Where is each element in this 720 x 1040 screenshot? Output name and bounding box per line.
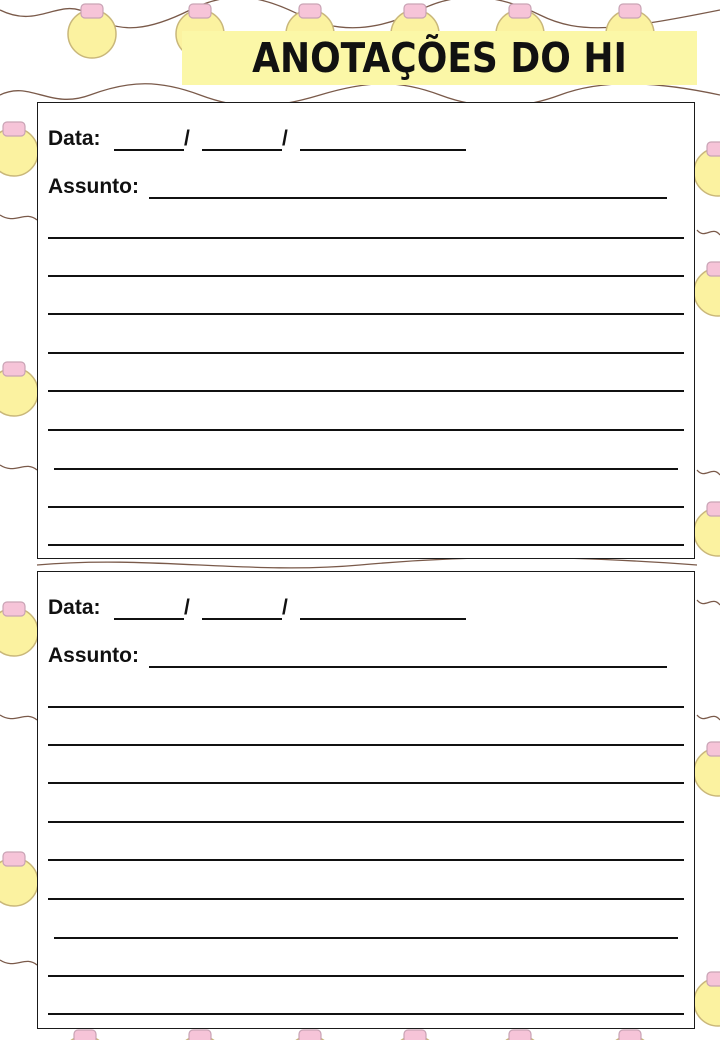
date-year-line[interactable]	[300, 618, 466, 620]
note-line[interactable]	[48, 275, 684, 277]
note-line[interactable]	[48, 429, 684, 431]
note-line[interactable]	[48, 782, 684, 784]
note-line[interactable]	[48, 237, 684, 239]
note-line[interactable]	[54, 468, 678, 470]
note-line[interactable]	[48, 706, 684, 708]
page-title: ANOTAÇÕES DO HI	[252, 34, 627, 82]
date-label: Data:	[48, 596, 101, 619]
note-line[interactable]	[48, 313, 684, 315]
note-line[interactable]	[48, 821, 684, 823]
note-line[interactable]	[54, 937, 678, 939]
subject-line[interactable]	[149, 197, 667, 199]
note-line[interactable]	[48, 898, 684, 900]
date-separator: /	[184, 596, 190, 619]
notes-card-2	[37, 571, 695, 1029]
notes-card-1	[37, 102, 695, 559]
date-separator: /	[282, 596, 288, 619]
note-line[interactable]	[48, 544, 684, 546]
date-day-line[interactable]	[114, 618, 184, 620]
note-line[interactable]	[48, 390, 684, 392]
note-line[interactable]	[48, 975, 684, 977]
date-month-line[interactable]	[202, 149, 282, 151]
note-line[interactable]	[48, 506, 684, 508]
note-line[interactable]	[48, 1013, 684, 1015]
subject-label: Assunto:	[48, 644, 139, 667]
date-month-line[interactable]	[202, 618, 282, 620]
date-year-line[interactable]	[300, 149, 466, 151]
date-day-line[interactable]	[114, 149, 184, 151]
note-line[interactable]	[48, 744, 684, 746]
note-line[interactable]	[48, 859, 684, 861]
note-line[interactable]	[48, 352, 684, 354]
date-separator: /	[184, 127, 190, 150]
date-separator: /	[282, 127, 288, 150]
subject-line[interactable]	[149, 666, 667, 668]
date-label: Data:	[48, 127, 101, 150]
subject-label: Assunto:	[48, 175, 139, 198]
